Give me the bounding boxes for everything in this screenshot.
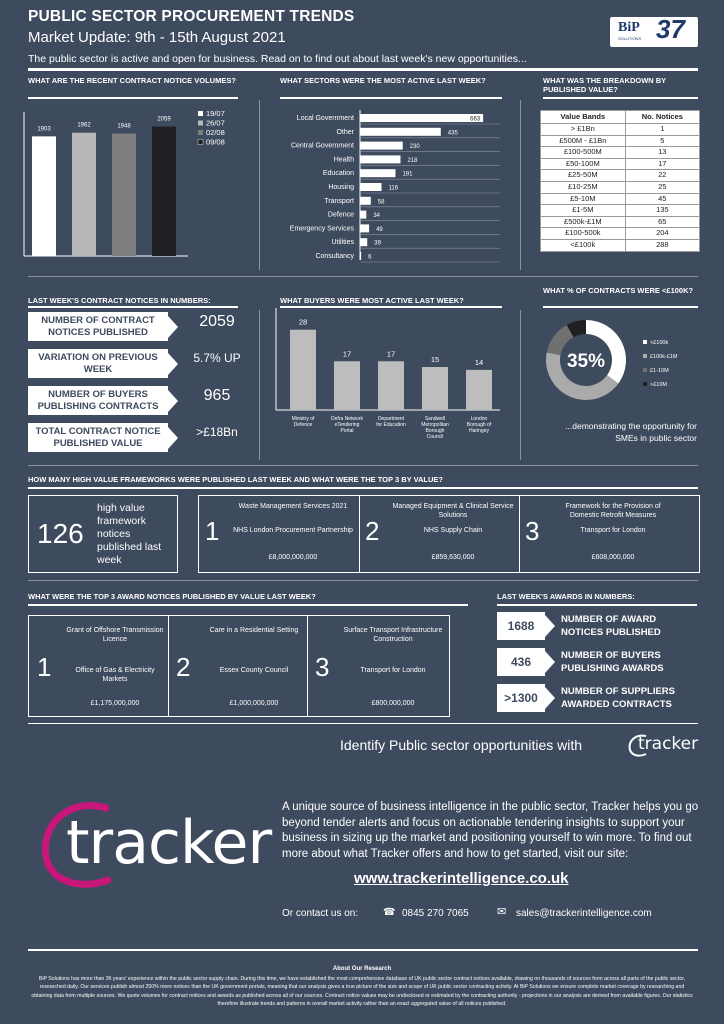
table-cell: 65 (625, 216, 699, 228)
table-cell: 5 (625, 135, 699, 147)
award-name: Care in a Residential Setting (209, 627, 299, 634)
volume-data-label: 1948 (117, 123, 131, 130)
frameworks-title-rule (28, 487, 698, 489)
award-rank: 3 (315, 652, 330, 682)
chevron-right-icon (168, 353, 178, 375)
table-header: No. Notices (625, 111, 699, 124)
chevron-right-icon (545, 651, 555, 673)
sector-bar (360, 211, 366, 219)
numbers-value-4: >£18Bn (196, 425, 238, 439)
section-divider (28, 276, 698, 277)
sector-bar (360, 224, 369, 232)
framework-rank: 3 (525, 516, 540, 546)
award-value: £1,000,000,000 (229, 700, 279, 707)
footer-heading: About Our Research (332, 966, 392, 972)
volume-data-label: 2059 (157, 116, 171, 123)
sector-label: Defence (327, 211, 354, 219)
framework-count-text: high value framework notices published last week (97, 502, 162, 566)
sector-data-label: 58 (377, 199, 385, 206)
buyer-category-label: Ministry of Defence (291, 416, 315, 428)
framework-name: Waste Management Services 2021 (238, 503, 348, 510)
numbers-value-2: 5.7% UP (193, 351, 241, 365)
framework-buyer: Transport for London (580, 527, 646, 534)
header-divider (28, 68, 698, 71)
sectors-title: WHAT SECTORS WERE THE MOST ACTIVE LAST WEEK? (280, 76, 486, 85)
sector-data-label: 34 (373, 213, 381, 220)
table-row (541, 170, 700, 182)
chevron-right-icon (168, 427, 178, 449)
award-number-value-2: 436 (497, 648, 545, 676)
table-row (541, 228, 700, 240)
legend-label: 02/08 (206, 128, 225, 137)
section-divider (28, 580, 698, 581)
sector-label: Emergency Services (289, 225, 354, 233)
volume-bar (152, 127, 176, 256)
buyer-data-label: 14 (474, 357, 484, 367)
sector-bar (360, 169, 395, 177)
framework-name: Framework for the Provision of Domestic Retrofit Measures (565, 503, 661, 519)
section-divider (28, 723, 698, 724)
legend-swatch (643, 368, 647, 372)
sector-label: Housing (328, 184, 354, 191)
buyers-chart (268, 308, 508, 460)
table-cell: 13 (625, 147, 699, 159)
table-cell: 135 (625, 205, 699, 217)
award-rank: 1 (37, 652, 52, 682)
bip-logo-number: 37 (656, 14, 685, 44)
numbers-label-2: VARIATION ON PREVIOUS WEEK (28, 349, 168, 378)
frameworks-title: HOW MANY HIGH VALUE FRAMEWORKS WERE PUBLISHED LAST WEEK AND WHAT WERE THE TOP 3 BY VALUE? (28, 475, 444, 484)
table-cell: £1-5M (541, 205, 626, 217)
phone-icon: ☎ (383, 907, 396, 918)
sector-data-label: 230 (409, 144, 420, 151)
table-row (541, 205, 700, 217)
divider (168, 616, 169, 716)
numbers-title-rule (28, 306, 238, 308)
tracker-blurb: A unique source of business intelligence in the public sector, Tracker helps you go beyond tender alerts and focus on actionable tendering insights to support your business in sizing up the market and positioning yourself to win more. To find out more about what Tracker offers and how to get started, visit our site: (282, 801, 699, 860)
framework-name: Managed Equipment & Clinical Service Solutions (392, 503, 514, 519)
page-subtitle: Market Update: 9th - 15th August 2021 (28, 29, 286, 46)
buyer-bar (334, 361, 360, 410)
table-row (541, 158, 700, 170)
divider (519, 496, 520, 572)
award-number-label-3: NUMBER OF SUPPLIERS AWARDED CONTRACTS (561, 686, 676, 710)
framework-buyer: NHS Supply Chain (423, 527, 483, 534)
legend-label: 09/08 (206, 137, 225, 147)
table-cell: <£100k (541, 239, 626, 251)
legend-swatch (643, 340, 647, 344)
pct-donut-chart (536, 310, 696, 412)
framework-value: £8,000,000,000 (268, 554, 318, 561)
sector-data-label: 191 (402, 171, 413, 178)
numbers-label-4: TOTAL CONTRACT NOTICE PUBLISHED VALUE (28, 423, 168, 452)
phone-number[interactable]: 0845 270 7065 (402, 908, 469, 919)
tracker-brand: tracker (66, 808, 272, 878)
sector-data-label: 218 (407, 157, 418, 164)
awards-top3-box (28, 615, 450, 717)
award-number-label-1: NUMBER OF AWARD NOTICES PUBLISHED (561, 614, 661, 638)
breakdown-title: WHAT WAS THE BREAKDOWN BY PUBLISHED VALUE? (543, 76, 667, 94)
sector-label: Other (336, 128, 354, 136)
award-buyer: Essex County Council (219, 667, 289, 674)
buyer-category-label: Sandwell Metropolitan Borough Council (421, 416, 449, 440)
sector-label: Utilities (331, 239, 354, 247)
volume-bar (72, 133, 96, 256)
chevron-right-icon (545, 687, 555, 709)
numbers-title: LAST WEEK'S CONTRACT NOTICES IN NUMBERS: (28, 296, 211, 305)
framework-buyer: NHS London Procurement Partnership (233, 527, 353, 534)
legend-label: 19/07 (206, 109, 225, 118)
table-header: Value Bands (541, 111, 626, 124)
footer-text: BiP Solutions has more than 36 years' experience within the public sector supply chain. During this time, we have established the most comprehensive database of UK public sector contract notices available, drawing on thousands of sources from across all parts of the public sector, researched daily. Our services publish almost 250% more notices than the UK government portals, meaning that our analysis gives a true picture of the size and scope of UK public sector contracting activity. At BiP Solutions we ensure complete market coverage by researching and obtaining data from multiple sources. We quote volumes for contract notices and awards as published across all of our sources. Contract notice values may be undisclosed or estimated by the contracting authority - projections in our analysis are derived from available figures. Our statistics therefore illustrate trends and patterns in overall market activity rather than an exact aggregated value of all notices published. (31, 976, 693, 1007)
pct-title: WHAT % OF CONTRACTS WERE <£100K? (543, 286, 694, 295)
sector-data-label: 116 (388, 185, 399, 192)
award-numbers-title: LAST WEEK'S AWARDS IN NUMBERS: (497, 592, 635, 601)
buyer-data-label: 15 (430, 355, 440, 364)
legend-swatch (198, 121, 203, 126)
sector-bar (360, 238, 367, 246)
table-cell: 45 (625, 193, 699, 205)
bip-logo-sub: SOLUTIONS (618, 36, 642, 41)
numbers-label-3: NUMBER OF BUYERS PUBLISHING CONTRACTS (28, 386, 168, 415)
volume-bar (112, 134, 136, 256)
divider (359, 496, 360, 572)
legend-label: £1-10M (650, 368, 669, 374)
table-row (541, 239, 700, 251)
sector-label: Education (322, 170, 354, 178)
page-title: PUBLIC SECTOR PROCUREMENT TRENDS (28, 8, 355, 25)
numbers-label-1: NUMBER OF CONTRACT NOTICES PUBLISHED (28, 312, 168, 341)
table-cell: £500M - £1Bn (541, 135, 626, 147)
sector-label: Transport (324, 197, 354, 205)
numbers-value-3: 965 (203, 387, 231, 404)
volume-data-label: 1903 (37, 126, 51, 133)
legend-label: >£10M (650, 382, 667, 388)
buyer-data-label: 17 (386, 349, 396, 359)
legend-swatch (198, 130, 203, 135)
legend-label: £100k-£1M (650, 354, 678, 360)
sector-bar (360, 155, 400, 163)
chevron-right-icon (545, 615, 555, 637)
sector-bar (360, 114, 483, 122)
tracker-url[interactable]: www.trackerintelligence.co.uk (354, 870, 569, 887)
column-divider (520, 310, 521, 460)
framework-value: £859,630,000 (431, 554, 475, 561)
table-cell: 288 (625, 239, 699, 251)
buyer-bar (466, 370, 492, 410)
table-row (541, 181, 700, 193)
award-number-value-3: >1300 (497, 684, 545, 712)
sector-data-label: 435 (447, 130, 458, 137)
bip-logo-text: BiP (618, 20, 640, 35)
framework-value: £608,000,000 (591, 554, 635, 561)
sectors-chart (262, 108, 514, 264)
identify-text: Identify Public sector opportunities with (340, 737, 583, 753)
donut-center-label: 35% (566, 351, 606, 372)
sector-label: Central Government (290, 142, 354, 150)
table-row (541, 124, 700, 136)
buyer-bar (290, 330, 316, 410)
legend-label: 26/07 (206, 118, 225, 128)
page-intro: The public sector is active and open for business. Read on to find out about last week's new opportunities... (28, 53, 527, 65)
sector-label: Health (333, 156, 354, 164)
tracker-logo (36, 790, 272, 890)
legend-swatch (643, 354, 647, 358)
buyer-category-label: Defra Network eTendering Portal (331, 416, 363, 434)
email-icon: ✉ (497, 906, 507, 918)
sector-bar (360, 183, 382, 191)
sector-bar (360, 142, 403, 150)
table-cell: £100-500M (541, 147, 626, 159)
volumes-chart (20, 104, 250, 266)
table-cell: > £1Bn (541, 124, 626, 136)
tracker-small-brand: tracker (638, 734, 699, 754)
buyer-data-label: 17 (342, 349, 352, 359)
table-cell: 17 (625, 158, 699, 170)
sector-bar (360, 128, 441, 136)
framework-rank: 1 (205, 516, 220, 546)
table-row (541, 216, 700, 228)
table-cell: £500k-£1M (541, 216, 626, 228)
legend-swatch (198, 140, 203, 145)
email-address[interactable]: sales@trackerintelligence.com (516, 908, 652, 919)
pct-caption: ...demonstrating the opportunity for SMEs in public sector (565, 421, 697, 443)
volume-data-label: 1962 (77, 122, 91, 129)
sector-bar (360, 197, 371, 205)
framework-count: 126 (37, 518, 84, 549)
volumes-title: WHAT ARE THE RECENT CONTRACT NOTICE VOLUMES? (28, 76, 236, 85)
table-cell: £25-50M (541, 170, 626, 182)
column-divider (520, 100, 521, 270)
table-row (541, 135, 700, 147)
table-cell: £5-10M (541, 193, 626, 205)
award-rank: 2 (176, 652, 191, 682)
table-row (541, 193, 700, 205)
awards-title: WHAT WERE THE TOP 3 AWARD NOTICES PUBLISHED BY VALUE LAST WEEK? (28, 592, 316, 601)
award-number-label-2: NUMBER OF BUYERS PUBLISHING AWARDS (561, 650, 664, 674)
table-row (541, 147, 700, 159)
footer-divider (28, 949, 698, 951)
award-value: £1,175,000,000 (90, 700, 140, 707)
table-cell: 22 (625, 170, 699, 182)
sector-data-label: 39 (374, 240, 381, 247)
buyer-category-label: London Borough of Haringey (466, 416, 492, 434)
contact-label: Or contact us on: (282, 908, 359, 919)
table-cell: £100-500k (541, 228, 626, 240)
award-numbers-title-rule (497, 604, 697, 606)
divider (307, 616, 308, 716)
framework-rank: 2 (365, 516, 380, 546)
bip-logo (610, 14, 698, 47)
volume-bar (32, 136, 56, 256)
buyer-category-label: Department for Education (376, 416, 406, 428)
section-divider (28, 465, 698, 466)
award-name: Grant of Offshore Transmission Licence (66, 627, 164, 643)
sector-label: Consultancy (315, 253, 354, 260)
sector-data-label: 49 (376, 226, 383, 233)
award-buyer: Office of Gas & Electricity Markets (75, 667, 155, 683)
pct-title-rule (543, 306, 698, 308)
sector-bar (360, 252, 361, 260)
tracker-small-logo (626, 732, 701, 758)
award-number-value-1: 1688 (497, 612, 545, 640)
buyer-data-label: 28 (298, 317, 308, 327)
numbers-value-1: 2059 (199, 313, 235, 330)
sector-data-label: 663 (470, 116, 481, 123)
sector-label: Local Government (296, 115, 354, 122)
award-value: £800,000,000 (371, 700, 415, 707)
column-divider (259, 100, 260, 270)
table-cell: 1 (625, 124, 699, 136)
legend-label: <£100k (650, 340, 669, 346)
chevron-right-icon (168, 316, 178, 338)
buyers-title: WHAT BUYERS WERE MOST ACTIVE LAST WEEK? (280, 296, 464, 305)
table-cell: 25 (625, 181, 699, 193)
volumes-title-rule (28, 97, 238, 99)
buyer-bar (422, 367, 448, 410)
table-cell: £10-25M (541, 181, 626, 193)
sectors-title-rule (280, 97, 502, 99)
sector-data-label: 6 (368, 254, 372, 261)
framework-count-box (28, 495, 178, 573)
buyer-bar (378, 361, 404, 410)
breakdown-title-rule (543, 97, 698, 99)
legend-swatch (198, 111, 203, 116)
framework-top3-box (198, 495, 700, 573)
column-divider (259, 310, 260, 460)
award-name: Surface Transport Infrastructure Construction (343, 627, 443, 643)
awards-title-rule (28, 604, 468, 606)
award-buyer: Transport for London (360, 667, 426, 674)
table-cell: 204 (625, 228, 699, 240)
table-cell: £50-100M (541, 158, 626, 170)
value-band-table (540, 110, 700, 252)
chevron-right-icon (168, 390, 178, 412)
legend-swatch (643, 382, 647, 386)
